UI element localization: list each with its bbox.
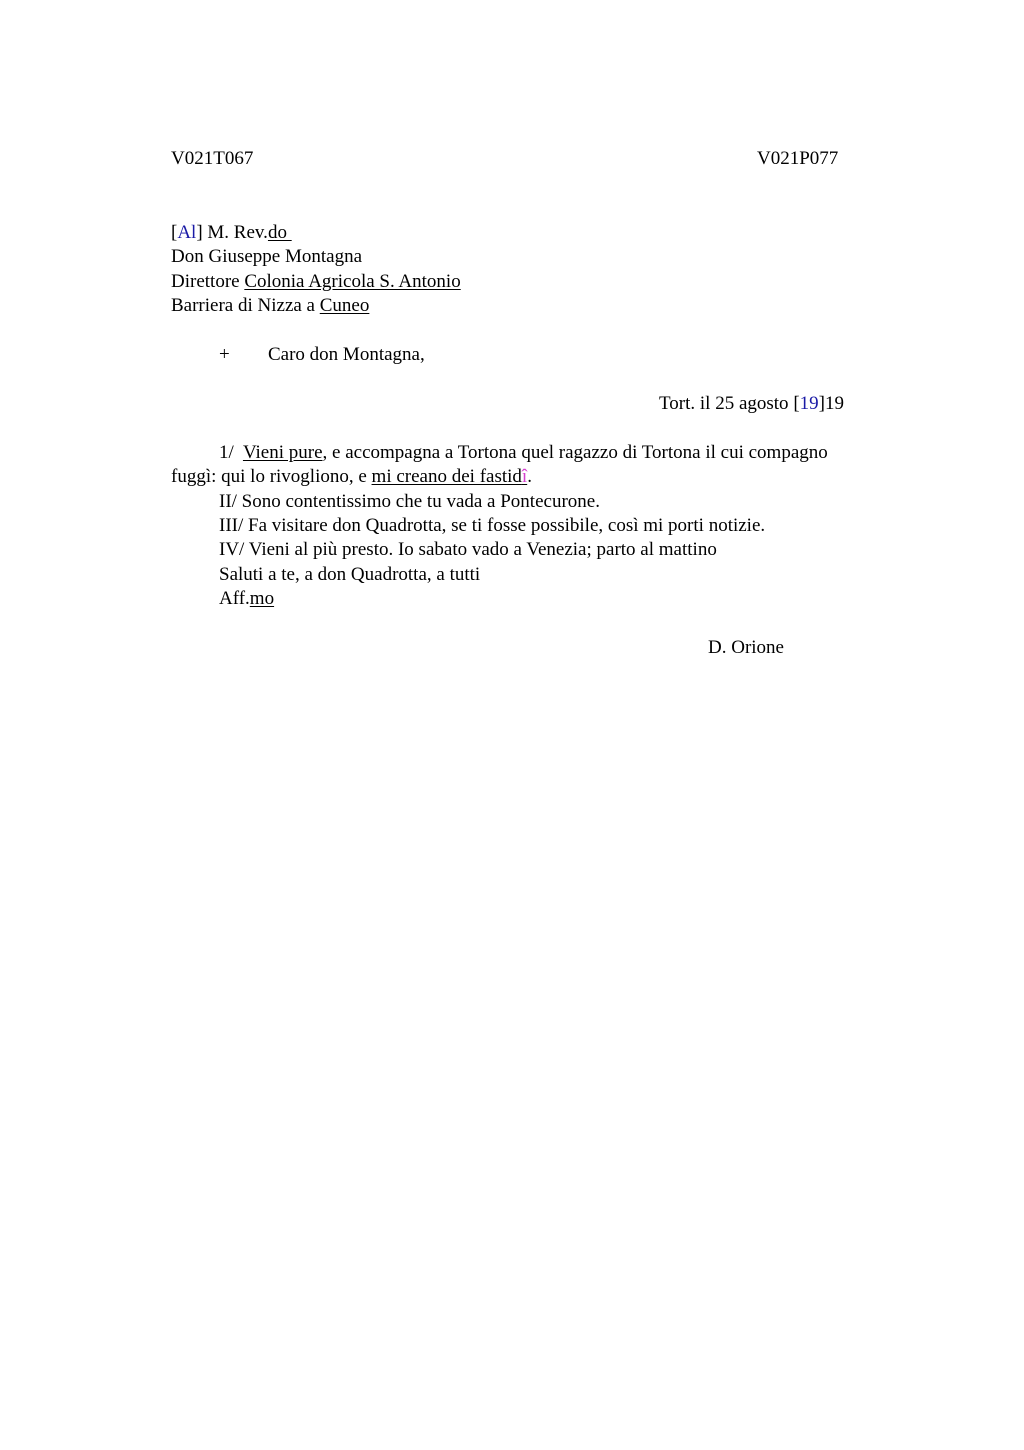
address-line-4 <box>171 296 369 315</box>
paragraph-1-line-2 <box>171 467 532 486</box>
address-line-2: Don Giuseppe Montagna <box>171 246 363 267</box>
greetings: Saluti a te, a don Quadrotta, a tutti <box>219 564 481 585</box>
date-open-bracket: [ <box>793 393 800 414</box>
right-document-code: V021P077 <box>757 148 839 169</box>
date-suffix: 19 <box>824 393 844 414</box>
address-line-4-prefix: Barriera di Nizza a <box>171 295 320 316</box>
cross-symbol: + <box>219 344 230 365</box>
paragraph-1-underlined-2 <box>372 466 528 487</box>
paragraph-1-line-1 <box>219 443 828 462</box>
address-line-1 <box>171 223 292 242</box>
address-city: Cuneo <box>319 295 370 316</box>
closing-abbrev: mo <box>249 588 275 609</box>
date-prefix: Tort. il 25 agosto <box>659 393 794 414</box>
address-title-abbrev: do <box>267 222 292 243</box>
date-editorial-insertion: 19 <box>799 393 819 414</box>
signature: D. Orione <box>708 637 784 658</box>
address-line-3-prefix: Direttore <box>171 271 245 292</box>
paragraph-1-text-1: , e accompagna a Tortona quel ragazzo di Tortona il cui compagno <box>322 442 828 463</box>
date-close-bracket: ] <box>818 393 825 414</box>
paragraph-1-underlined-2-text: mi creano dei fastid <box>371 466 522 487</box>
paragraph-2: II/ Sono contentissimo che tu vada a Pontecurone. <box>219 491 600 512</box>
left-document-code: V021T067 <box>171 148 254 169</box>
address-institution: Colonia Agricola S. Antonio <box>244 271 461 292</box>
accent-mark: î <box>521 466 528 487</box>
paragraph-1-line-2-prefix: fuggì: qui lo rivogliono, e <box>171 466 372 487</box>
paragraph-1-number: 1/ <box>219 442 243 463</box>
address-line-3 <box>171 272 461 291</box>
salutation: Caro don Montagna, <box>268 344 425 365</box>
paragraph-4: IV/ Vieni al più presto. Io sabato vado a Venezia; parto al mattino <box>219 539 717 560</box>
paragraph-1-end: . <box>527 466 532 487</box>
letter-date <box>659 394 844 413</box>
closing-prefix: Aff. <box>219 588 250 609</box>
editorial-insertion: Al <box>177 222 197 243</box>
address-title: M. Rev. <box>202 222 268 243</box>
editorial-open-bracket: [ <box>171 222 178 243</box>
paragraph-3: III/ Fa visitare don Quadrotta, se ti fosse possibile, così mi porti notizie. <box>219 515 766 536</box>
closing <box>219 589 274 608</box>
editorial-close-bracket: ] <box>196 222 203 243</box>
paragraph-1-underlined-1: Vieni pure <box>242 442 323 463</box>
